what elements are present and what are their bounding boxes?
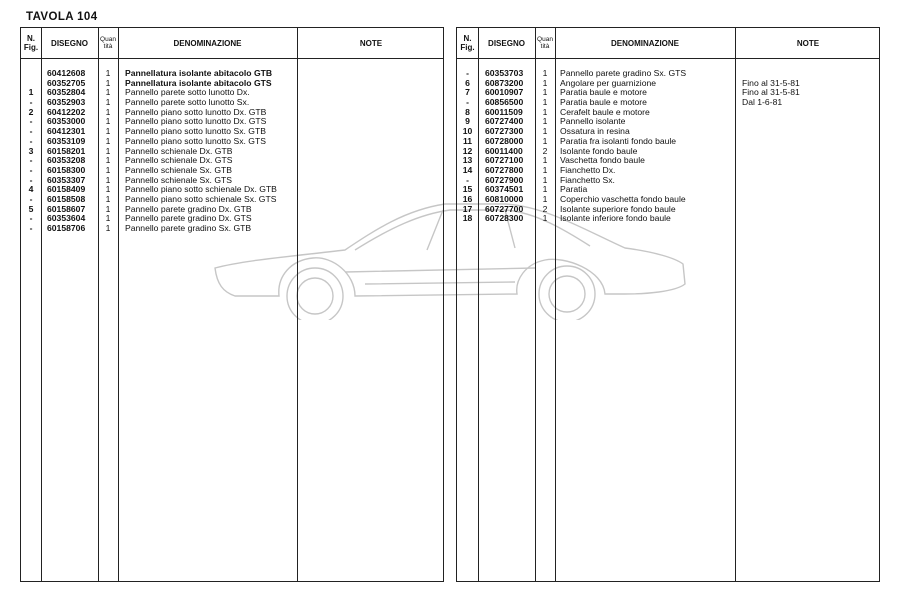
fig-number: 18: [462, 213, 473, 224]
header-denominazione: DENOMINAZIONE: [611, 38, 679, 48]
fig-number: 14: [462, 164, 473, 175]
description: Pannello parete gradino Dx. GTB: [125, 203, 252, 214]
part-number: 60727800: [485, 164, 524, 175]
header-divider: [457, 58, 879, 59]
description: Pannello piano sotto lunotto Sx. GTB: [125, 126, 266, 137]
description: Pannello piano sotto lunotto Sx. GTS: [125, 135, 266, 146]
description: Pannello piano sotto schienale Sx. GTS: [125, 193, 277, 204]
part-number: 60873200: [485, 77, 524, 88]
quantity: 1: [542, 155, 548, 166]
fig-number: 5: [28, 203, 34, 214]
table-row: [457, 214, 879, 224]
fig-number: 11: [462, 135, 473, 146]
description: Pannellatura isolante abitacolo GTB: [125, 68, 273, 78]
fig-number: -: [29, 193, 33, 204]
quantity: 1: [105, 135, 111, 146]
part-number: 60727700: [485, 203, 524, 214]
part-number: 60727900: [485, 174, 524, 185]
quantity: 1: [105, 223, 111, 233]
description: Pannellatura isolante abitacolo GTS: [125, 77, 272, 88]
description: Paratia baule e motore: [560, 87, 647, 98]
part-number: 60158201: [47, 145, 86, 156]
rows-left: [21, 69, 443, 234]
description: Fianchetto Dx.: [560, 164, 616, 175]
quantity: 1: [542, 87, 548, 98]
fig-number: 13: [462, 155, 473, 166]
quantity: 1: [105, 164, 111, 175]
quantity: 1: [542, 126, 548, 137]
fig-number: 10: [462, 126, 473, 137]
description: Pannello piano sotto lunotto Dx. GTB: [125, 106, 267, 117]
quantity: 1: [542, 106, 548, 117]
description: Fianchetto Sx.: [560, 174, 615, 185]
fig-number: 7: [465, 87, 470, 98]
part-number: 60011400: [485, 145, 523, 156]
description: Pannello schienale Sx. GTB: [125, 164, 233, 175]
fig-number: 9: [465, 116, 470, 127]
part-number: 60158607: [47, 203, 86, 214]
table-row: [21, 224, 443, 234]
quantity: 1: [542, 164, 548, 175]
fig-number: -: [29, 155, 33, 166]
part-number: 60353109: [47, 135, 86, 146]
part-number: 60353307: [47, 174, 86, 185]
fig-number: 16: [462, 193, 473, 204]
part-number: 60158508: [47, 193, 86, 204]
quantity: 1: [542, 97, 548, 108]
description: Pannello schienale Dx. GTS: [125, 155, 233, 166]
fig-number: -: [29, 116, 33, 127]
header-fig: N. Fig.: [23, 34, 39, 52]
note: Dal 1-6-81: [742, 97, 783, 108]
part-number: 60011509: [485, 106, 523, 117]
parts-table-right: [456, 27, 880, 582]
quantity: 1: [105, 174, 111, 185]
fig-number: -: [29, 135, 33, 146]
fig-number: 15: [462, 184, 473, 195]
quantity: 1: [542, 135, 548, 146]
description: Paratia baule e motore: [560, 97, 647, 108]
part-number: 60158409: [47, 184, 86, 195]
quantity: 1: [542, 68, 548, 78]
description: Pannello schienale Sx. GTS: [125, 174, 233, 185]
header-disegno: DISEGNO: [51, 38, 88, 48]
part-number: 60352705: [47, 77, 86, 88]
fig-number: -: [466, 174, 469, 185]
quantity: 1: [105, 97, 111, 108]
description: Pannello parete gradino Sx. GTS: [560, 68, 687, 78]
quantity: 1: [542, 174, 548, 185]
header-quantita: Quan tità: [100, 36, 116, 50]
header-disegno: DISEGNO: [488, 38, 525, 48]
quantity: 1: [105, 106, 111, 117]
fig-number: 12: [462, 145, 473, 156]
note: Fino al 31-5-81: [742, 87, 800, 98]
header-quantita: Quan tità: [537, 36, 553, 50]
quantity: 1: [105, 203, 111, 214]
fig-number: 3: [28, 145, 34, 156]
fig-number: 6: [465, 77, 470, 88]
quantity: 1: [105, 193, 111, 204]
fig-number: 8: [465, 106, 470, 117]
note: Fino al 31-5-81: [742, 77, 800, 88]
fig-number: 4: [28, 184, 34, 195]
fig-number: -: [29, 174, 33, 185]
fig-number: 1: [28, 87, 34, 98]
description: Pannello parete gradino Sx. GTB: [125, 223, 252, 233]
rows-right: [457, 69, 879, 224]
description: Ossatura in resina: [560, 126, 630, 137]
fig-number: -: [466, 68, 469, 78]
quantity: 1: [542, 213, 548, 224]
fig-number: -: [29, 164, 33, 175]
header-divider: [21, 58, 443, 59]
header-denominazione: DENOMINAZIONE: [173, 38, 242, 48]
header-note: NOTE: [796, 38, 820, 48]
page-title: TAVOLA 104: [26, 11, 98, 23]
part-number: 60353703: [485, 68, 524, 78]
description: Pannello piano sotto schienale Dx. GTB: [125, 184, 277, 195]
part-number: 60353604: [47, 213, 86, 224]
part-number: 60412301: [47, 126, 86, 137]
fig-number: -: [29, 126, 33, 137]
description: Isolante inferiore fondo baule: [560, 213, 671, 224]
quantity: 1: [105, 126, 111, 137]
parts-table-left: [20, 27, 444, 582]
quantity: 1: [542, 77, 548, 88]
quantity: 1: [105, 68, 111, 78]
description: Cerafelt baule e motore: [560, 106, 650, 117]
description: Pannello isolante: [560, 116, 626, 127]
description: Pannello parete sotto lunotto Dx.: [125, 87, 250, 98]
fig-number: -: [466, 97, 469, 108]
description: Pannello schienale Dx. GTB: [125, 145, 233, 156]
part-number: 60727300: [485, 126, 524, 137]
part-number: 60728300: [485, 213, 524, 224]
description: Pannello parete gradino Dx. GTS: [125, 213, 252, 224]
part-number: 60727100: [485, 155, 524, 166]
description: Coperchio vaschetta fondo baule: [560, 193, 686, 204]
quantity: 1: [105, 116, 111, 127]
quantity: 1: [105, 213, 111, 224]
quantity: 1: [105, 87, 111, 98]
part-number: 60412202: [47, 106, 86, 117]
part-number: 60856500: [485, 97, 524, 108]
description: Paratia fra isolanti fondo baule: [560, 135, 677, 146]
quantity: 1: [105, 184, 111, 195]
part-number: 60010907: [485, 87, 524, 98]
quantity: 1: [105, 145, 111, 156]
part-number: 60727400: [485, 116, 524, 127]
quantity: 1: [105, 77, 111, 88]
description: Pannello parete sotto lunotto Sx.: [125, 97, 250, 108]
part-number: 60810000: [485, 193, 524, 204]
description: Isolante fondo baule: [560, 145, 638, 156]
quantity: 2: [542, 203, 548, 214]
part-number: 60412608: [47, 68, 86, 78]
part-number: 60728000: [485, 135, 524, 146]
quantity: 1: [542, 116, 548, 127]
description: Isolante superiore fondo baule: [560, 203, 676, 214]
quantity: 1: [105, 155, 111, 166]
part-number: 60158300: [47, 164, 86, 175]
part-number: 60352903: [47, 97, 86, 108]
description: Vaschetta fondo baule: [560, 155, 645, 166]
quantity: 2: [542, 145, 548, 156]
part-number: 60353208: [47, 155, 86, 166]
part-number: 60158706: [47, 223, 86, 233]
header-fig: N. Fig.: [460, 34, 475, 52]
fig-number: -: [29, 223, 33, 233]
description: Paratia: [560, 184, 588, 195]
quantity: 1: [542, 193, 548, 204]
description: Angolare per guarnizione: [560, 77, 657, 88]
fig-number: -: [29, 213, 33, 224]
part-number: 60352804: [47, 87, 86, 98]
fig-number: 17: [462, 203, 473, 214]
description: Pannello piano sotto lunotto Dx. GTS: [125, 116, 267, 127]
part-number: 60353000: [47, 116, 86, 127]
header-note: NOTE: [359, 38, 383, 48]
part-number: 60374501: [485, 184, 524, 195]
fig-number: -: [29, 97, 33, 108]
fig-number: 2: [28, 106, 34, 117]
quantity: 1: [542, 184, 548, 195]
